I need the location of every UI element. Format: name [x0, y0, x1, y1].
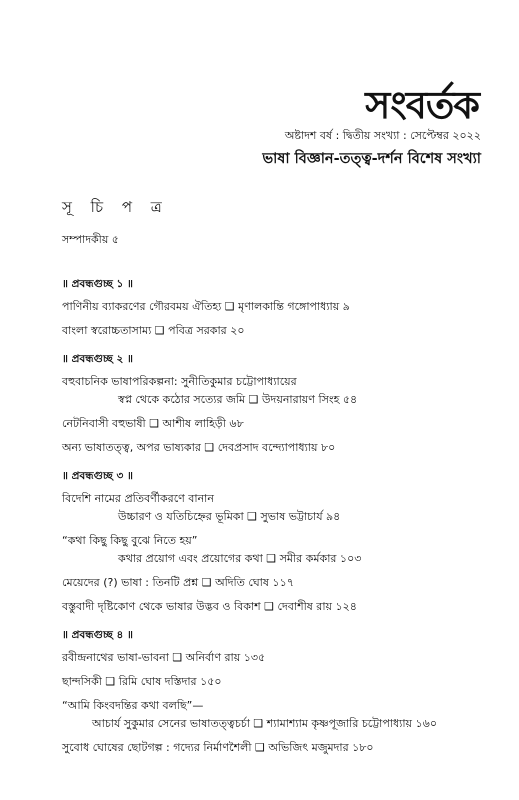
toc-section-1	[62, 277, 482, 338]
toc-entry-line2: স্বপ্ন থেকে কঠোর সত্যের জমি ❑ উদয়নারায়ণ সিংহ ৫৪	[118, 393, 358, 406]
toc-section-4	[62, 628, 482, 755]
section-heading: ॥ প্রবন্ধগুচ্ছ ১ ॥	[62, 278, 133, 290]
table-of-contents	[62, 233, 482, 769]
toc-entry: রবীন্দ্রনাথের ভাষা-ভাবনা ❑ অনির্বাণ রায় ১৩৫	[62, 651, 266, 664]
toc-entry	[62, 699, 482, 731]
special-issue-title: ভাষা বিজ্ঞান-তত্ত্ব-দর্শন বিশেষ সংখ্যা	[262, 151, 481, 167]
toc-section-3	[62, 469, 482, 614]
magazine-logo: সংবর্তক	[365, 82, 479, 127]
toc-entry: সুবোধ ঘোষের ছোটগল্প : গদ্যের নির্মাণশৈলী ❑ অভিজিৎ মজুমদার ১৮০	[62, 741, 374, 754]
toc-editorial: সম্পাদকীয় ৫	[62, 233, 119, 246]
toc-entry: ছান্দসিকী ❑ রিমি ঘোষ দস্তিদার ১৫০	[62, 675, 222, 688]
issue-info: অষ্টাদশ বর্ষ : দ্বিতীয় সংখ্যা : সেপ্টেম্বর ২০২২	[284, 129, 481, 142]
toc-entry	[62, 492, 482, 524]
toc-entry	[62, 375, 482, 407]
toc-entry	[62, 534, 482, 566]
toc-entry-line2: আচার্য সুকুমার সেনের ভাষাতত্ত্বচর্চা ❑ শ্যামাশ্যাম কৃষ্ণপূজারি চট্টোপাধ্যায় ১৬০	[92, 717, 437, 730]
toc-entry-line1: “কথা কিছু কিছু বুঝে নিতে হয়”	[62, 534, 198, 547]
toc-entry: নেটনিবাসী বহুভাষী ❑ আশীষ লাহিড়ী ৬৮	[62, 417, 244, 430]
toc-entry: অন্য ভাষাতত্ত্ব, অপর ভাষ্যকার ❑ দেবপ্রসাদ বন্দ্যোপাধ্যায় ৮০	[62, 441, 336, 454]
toc-entry-line1: বিদেশি নামের প্রতিবর্ণীকরণে বানান	[62, 492, 214, 505]
toc-entry: মেয়েদের (?) ভাষা : তিনটি প্রশ্ন ❑ অদিতি ঘোষ ১১৭	[62, 576, 294, 589]
toc-entry-line1: বহুবাচনিক ভাষাপরিকল্পনা: সুনীতিকুমার চট্টোপাধ্যায়ের	[62, 375, 297, 388]
toc-entry-line1: “আমি কিংবদন্তির কথা বলছি”—	[62, 699, 204, 712]
toc-title: সূ চি প ত্র	[62, 198, 169, 216]
toc-entry-line2: উচ্চারণ ও যতিচিহ্নের ভূমিকা ❑ সুভাষ ভট্টাচার্য ৯৪	[118, 510, 341, 523]
toc-entry: পাণিনীয় ব্যাকরণের গৌরবময় ঐতিহ্য ❑ মৃণালকান্তি গঙ্গোপাধ্যায় ৯	[62, 300, 350, 313]
toc-entry-line2: কথার প্রয়োগ এবং প্রয়োগের কথা ❑ সমীর কর্মকার ১০৩	[118, 552, 362, 565]
section-heading: ॥ প্রবন্ধগুচ্ছ ৩ ॥	[62, 470, 133, 482]
toc-entry: বাংলা স্বরোচ্চতাসাম্য ❑ পবিত্র সরকার ২০	[62, 324, 245, 337]
section-heading: ॥ প্রবন্ধগুচ্ছ ৪ ॥	[62, 629, 133, 641]
toc-section-2	[62, 352, 482, 455]
toc-entry: বস্তুবাদী দৃষ্টিকোণ থেকে ভাষার উদ্ভব ও বিকাশ ❑ দেবাশীষ রায় ১২৪	[62, 600, 357, 613]
section-heading: ॥ প্রবন্ধগুচ্ছ ২ ॥	[62, 353, 133, 365]
